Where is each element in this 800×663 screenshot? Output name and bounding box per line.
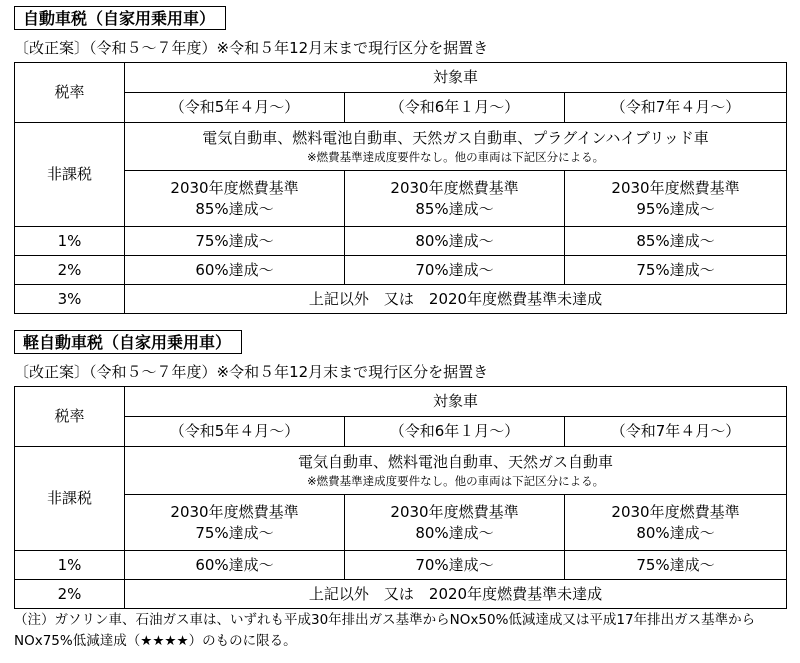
period-header: （令和7年４月～） (565, 417, 787, 447)
table-row (15, 227, 787, 256)
period-header: （令和7年４月～） (565, 93, 787, 123)
table-row (15, 551, 787, 580)
ev-vehicle-list: 電気自動車、燃料電池自動車、天然ガス自動車、プラグインハイブリッド車 (202, 129, 709, 147)
achievement-value: 85%達成～ (195, 199, 274, 218)
standard-label: 2030年度燃費基準 (390, 178, 519, 197)
section-1-title: 自動車税（自家用乗用車） (14, 6, 226, 30)
ev-cell (125, 447, 787, 495)
achievement-value: 75%達成～ (195, 523, 274, 542)
period-header: （令和5年４月～） (125, 93, 345, 123)
achievement-value: 70%達成～ (345, 551, 565, 580)
exempt-criteria-cell (125, 171, 345, 227)
section-2-title: 軽自動車税（自家用乗用車） (14, 330, 242, 354)
standard-label: 2030年度燃費基準 (611, 178, 740, 197)
light-vehicle-tax-table (14, 386, 787, 609)
exempt-criteria-cell (345, 171, 565, 227)
other-cell: 上記以外 又は 2020年度燃費基準未達成 (125, 580, 787, 609)
exempt-rate-cell: 非課税 (15, 447, 125, 551)
target-header: 対象車 (125, 63, 787, 93)
ev-cell (125, 123, 787, 171)
period-header: （令和6年１月～） (345, 417, 565, 447)
target-header: 対象車 (125, 387, 787, 417)
standard-label: 2030年度燃費基準 (390, 502, 519, 521)
achievement-value: 70%達成～ (345, 256, 565, 285)
rate-cell: 2% (15, 580, 125, 609)
standard-label: 2030年度燃費基準 (170, 178, 299, 197)
rate-cell: 1% (15, 227, 125, 256)
exempt-criteria-cell (565, 171, 787, 227)
exempt-criteria-cell (125, 495, 345, 551)
footnote: （注）ガソリン車、石油ガス車は、いずれも平成30年排出ガス基準からNOx50%低減達成又は平成17年排出ガス基準からNOx75%低減達成（★★★★）のものに限る。 (14, 612, 756, 649)
achievement-value: 95%達成～ (636, 199, 715, 218)
exempt-criteria-cell (345, 495, 565, 551)
achievement-value: 60%達成～ (125, 551, 345, 580)
ev-vehicle-list: 電気自動車、燃料電池自動車、天然ガス自動車 (298, 453, 614, 471)
other-cell: 上記以外 又は 2020年度燃費基準未達成 (125, 285, 787, 314)
achievement-value: 75%達成～ (565, 551, 787, 580)
table-row (15, 285, 787, 314)
rate-cell: 3% (15, 285, 125, 314)
period-header: （令和5年４月～） (125, 417, 345, 447)
period-header: （令和6年１月～） (345, 93, 565, 123)
rate-header: 税率 (15, 63, 125, 123)
section-1-subtitle: 〔改正案〕（令和５～７年度）※令和５年12月末まで現行区分を据置き (14, 39, 489, 57)
rate-cell: 1% (15, 551, 125, 580)
ev-note: ※燃費基準達成度要件なし。他の車両は下記区分による。 (306, 474, 605, 488)
exempt-criteria-cell (565, 495, 787, 551)
standard-label: 2030年度燃費基準 (611, 502, 740, 521)
exempt-rate-cell: 非課税 (15, 123, 125, 227)
achievement-value: 85%達成～ (415, 199, 494, 218)
achievement-value: 75%達成～ (125, 227, 345, 256)
achievement-value: 80%達成～ (345, 227, 565, 256)
achievement-value: 60%達成～ (125, 256, 345, 285)
table-row (15, 580, 787, 609)
achievement-value: 80%達成～ (415, 523, 494, 542)
rate-header: 税率 (15, 387, 125, 447)
achievement-value: 75%達成～ (565, 256, 787, 285)
ev-note: ※燃費基準達成度要件なし。他の車両は下記区分による。 (306, 150, 605, 164)
achievement-value: 80%達成～ (636, 523, 715, 542)
achievement-value: 85%達成～ (565, 227, 787, 256)
rate-cell: 2% (15, 256, 125, 285)
automobile-tax-table (14, 62, 787, 314)
section-2-subtitle: 〔改正案〕（令和５～７年度）※令和５年12月末まで現行区分を据置き (14, 363, 489, 381)
table-row (15, 256, 787, 285)
standard-label: 2030年度燃費基準 (170, 502, 299, 521)
